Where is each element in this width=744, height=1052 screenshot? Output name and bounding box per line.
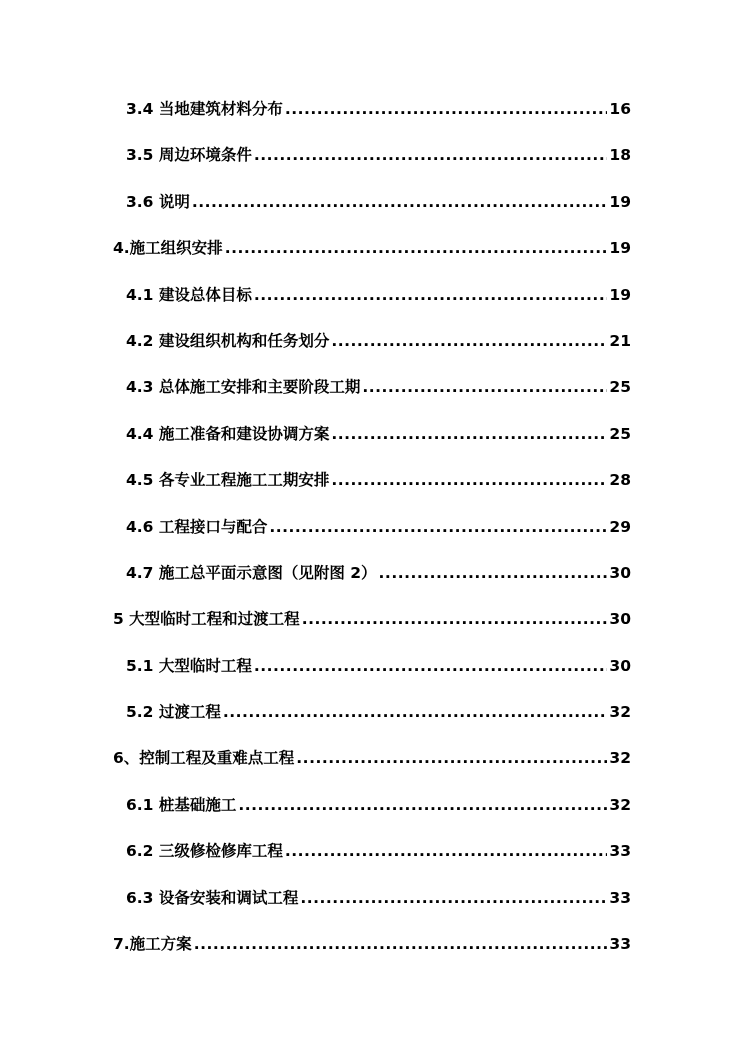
toc-dot-leader [379, 560, 608, 586]
table-of-contents [0, 96, 744, 977]
toc-dot-leader [254, 653, 608, 679]
toc-entry-title: 5.2 过渡工程 [126, 703, 221, 722]
toc-dot-leader [238, 792, 607, 818]
toc-entry-title: 4.3 总体施工安排和主要阶段工期 [126, 378, 361, 397]
toc-entry[interactable] [0, 282, 744, 328]
toc-entry-title: 4.施工组织安排 [113, 239, 223, 258]
toc-entry[interactable] [0, 745, 744, 791]
toc-entry-page-number: 29 [609, 517, 631, 536]
toc-entry-title: 6.1 桩基础施工 [126, 795, 237, 814]
toc-entry[interactable] [0, 96, 744, 142]
toc-entry-title: 6.2 三级修检修库工程 [126, 842, 283, 861]
toc-dot-leader [194, 931, 608, 957]
toc-dot-leader [285, 838, 608, 864]
toc-entry-page-number: 25 [609, 378, 631, 397]
toc-entry-page-number: 18 [609, 146, 631, 165]
toc-entry-title: 7.施工方案 [113, 935, 192, 954]
toc-entry-page-number: 21 [609, 331, 631, 350]
toc-entry-page-number: 19 [609, 285, 631, 304]
toc-dot-leader [296, 745, 607, 771]
toc-entry-page-number: 30 [609, 610, 631, 629]
toc-entry[interactable] [0, 235, 744, 281]
toc-dot-leader [225, 235, 608, 261]
toc-entry-page-number: 33 [609, 888, 631, 907]
toc-entry[interactable] [0, 653, 744, 699]
toc-entry[interactable] [0, 328, 744, 374]
toc-dot-leader [331, 328, 607, 354]
toc-entry-page-number: 33 [609, 842, 631, 861]
toc-entry[interactable] [0, 467, 744, 513]
toc-entry-title: 4.1 建设总体目标 [126, 285, 252, 304]
toc-entry-page-number: 32 [609, 795, 631, 814]
toc-entry-title: 5 大型临时工程和过渡工程 [113, 610, 300, 629]
toc-entry-title: 4.2 建设组织机构和任务划分 [126, 331, 330, 350]
toc-entry[interactable] [0, 792, 744, 838]
toc-entry[interactable] [0, 142, 744, 188]
toc-entry-page-number: 30 [609, 563, 631, 582]
toc-entry-title: 4.4 施工准备和建设协调方案 [126, 424, 330, 443]
toc-entry[interactable] [0, 514, 744, 560]
toc-entry-title: 4.6 工程接口与配合 [126, 517, 268, 536]
toc-entry[interactable] [0, 931, 744, 977]
toc-entry-title: 4.5 各专业工程施工工期安排 [126, 471, 330, 490]
toc-entry[interactable] [0, 838, 744, 884]
toc-dot-leader [300, 885, 607, 911]
toc-entry-page-number: 32 [609, 703, 631, 722]
toc-entry[interactable] [0, 374, 744, 420]
toc-dot-leader [285, 96, 608, 122]
toc-dot-leader [254, 142, 608, 168]
toc-entry-title: 6、控制工程及重难点工程 [113, 749, 295, 768]
toc-dot-leader [223, 699, 608, 725]
toc-entry[interactable] [0, 606, 744, 652]
toc-dot-leader [331, 467, 607, 493]
toc-dot-leader [362, 374, 607, 400]
toc-entry-page-number: 19 [609, 239, 631, 258]
toc-entry[interactable] [0, 885, 744, 931]
toc-entry-page-number: 32 [609, 749, 631, 768]
toc-entry[interactable] [0, 560, 744, 606]
toc-entry-title: 3.4 当地建筑材料分布 [126, 100, 283, 118]
toc-entry-page-number: 33 [609, 935, 631, 954]
toc-entry-page-number: 16 [609, 100, 631, 118]
toc-entry-title: 3.6 说明 [126, 192, 190, 211]
toc-entry[interactable] [0, 421, 744, 467]
toc-entry-title: 4.7 施工总平面示意图（见附图 2） [126, 563, 377, 582]
toc-dot-leader [254, 282, 608, 308]
toc-entry-title: 5.1 大型临时工程 [126, 656, 252, 675]
toc-dot-leader [192, 189, 608, 215]
toc-entry-page-number: 25 [609, 424, 631, 443]
toc-entry-page-number: 30 [609, 656, 631, 675]
toc-entry[interactable] [0, 189, 744, 235]
toc-entry-page-number: 28 [609, 471, 631, 490]
toc-dot-leader [302, 606, 608, 632]
toc-entry-title: 6.3 设备安装和调试工程 [126, 888, 299, 907]
toc-dot-leader [269, 514, 607, 540]
toc-entry-page-number: 19 [609, 192, 631, 211]
toc-dot-leader [331, 421, 607, 447]
toc-entry[interactable] [0, 699, 744, 745]
toc-entry-title: 3.5 周边环境条件 [126, 146, 252, 165]
